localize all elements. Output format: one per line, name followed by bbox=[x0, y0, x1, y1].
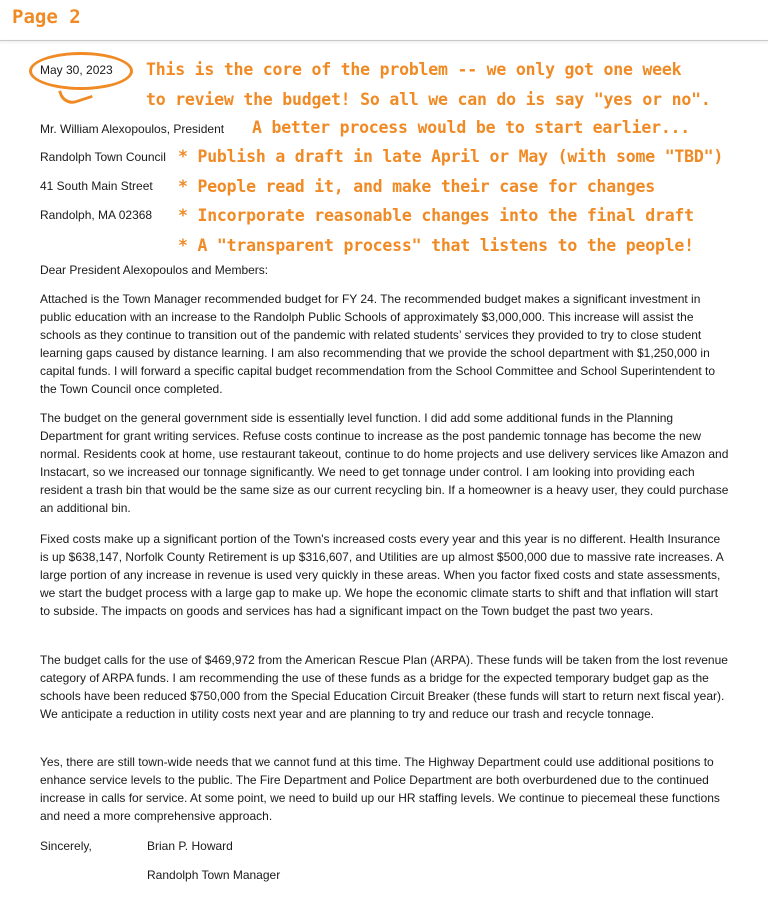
annotation-line-1: This is the core of the problem -- we only got one week bbox=[146, 60, 682, 79]
body-paragraph-1: Attached is the Town Manager recommended budget for FY 24. The recommended budget makes a significant investment in public education with an increase to the Randolph Public Schools of approximately $3,000,000. This increase will assist the schools as they continue to transition out of the pandemic with related students’ services they provided to try to close student learning gaps caused by distance learning. I am also recommending that we provide the school department with $1,250,000 in capital funds. I will forward a specific capital budget recommendation from the School Committee and School Superintendent to the Town Council once completed. bbox=[40, 292, 716, 396]
recipient-name: Mr. William Alexopoulos, President bbox=[40, 122, 225, 136]
recipient-street: 41 South Main Street bbox=[40, 179, 153, 193]
page-label: Page 2 bbox=[12, 6, 81, 28]
annotation-line-7: * A "transparent process" that listens to the people! bbox=[178, 236, 694, 255]
recipient-org: Randolph Town Council bbox=[40, 150, 166, 164]
letter-date: May 30, 2023 bbox=[40, 63, 113, 77]
closing: Sincerely, bbox=[40, 839, 92, 853]
signer-name: Brian P. Howard bbox=[147, 839, 233, 853]
letter-greeting: Dear President Alexopoulos and Members: bbox=[40, 263, 269, 277]
body-paragraph-2: The budget on the general government side is essentially level function. I did add some additional funds in the Planning Department for grant writing services. Refuse costs continue to increase as the post pandemic tonnage has become the new normal. Residents cook at home, use restaurant takeout, continue to do home projects and use delivery services like Amazon and Instacart, so we increased our tonnage significantly. We need to get tonnage under control. I am looking into providing each resident a trash bin that would be the same size as our current recycling bin. If a homeowner is a heavy user, they could purchase an additional bin. bbox=[40, 411, 729, 515]
page-divider bbox=[0, 40, 768, 41]
body-paragraph-3: Fixed costs make up a significant portion of the Town's increased costs every year and this year is no different. Health Insurance is up $638,147, Norfolk County Retirement is up $316,607, and Utilities are up almost $500,000 due to massive rate increases. A large portion of any increase in revenue is used very quickly in these areas. When you factor fixed costs and state assessments, we start the budget process with a large gap to make up. We hope the economic climate starts to shift and that inflation will start to subside. The impacts on goods and services has had a significant impact on the Town budget the past two years. bbox=[40, 532, 724, 618]
annotation-line-5: * People read it, and make their case for changes bbox=[178, 177, 655, 196]
annotation-line-3: A better process would be to start earlier... bbox=[252, 118, 691, 137]
body-paragraph-5: Yes, there are still town-wide needs that we cannot fund at this time. The Highway Department could use additional positions to enhance service levels to the public. The Fire Department and Police Department are both overburdened due to the continued increase in calls for service. At some point, we need to build up our HR staffing levels. We continue to piecemeal these functions and need a more comprehensive approach. bbox=[40, 755, 720, 823]
body-paragraph-4: The budget calls for the use of $469,972 from the American Rescue Plan (ARPA). These funds will be taken from the lost revenue category of ARPA funds. I am recommending the use of these funds as a bridge for the expected temporary budget gap as the schools have been reduced $750,000 from the Special Education Circuit Breaker (these funds will start to return next fiscal year). We anticipate a reduction in utility costs next year and are planning to try and reduce our trash and recycle tonnage. bbox=[40, 653, 728, 721]
annotation-line-6: * Incorporate reasonable changes into the final draft bbox=[178, 206, 694, 225]
annotation-line-2: to review the budget! So all we can do is say "yes or no". bbox=[146, 90, 711, 109]
recipient-city: Randolph, MA 02368 bbox=[40, 208, 153, 222]
signer-title: Randolph Town Manager bbox=[147, 868, 281, 882]
annotation-line-4: * Publish a draft in late April or May (with some "TBD") bbox=[178, 147, 724, 166]
